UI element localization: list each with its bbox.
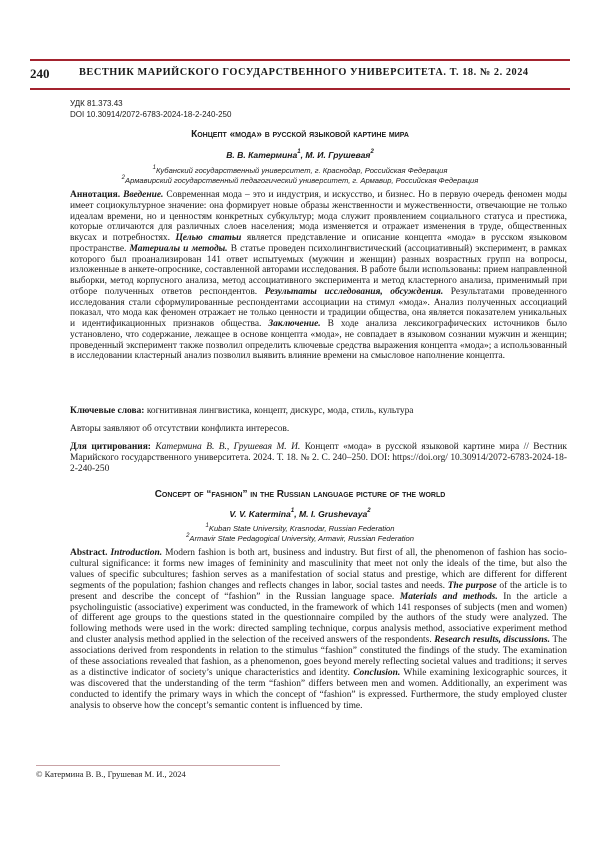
en-author-2: M. I. Grushevaya — [299, 509, 367, 519]
ru-abstract — [70, 190, 567, 362]
ru-title: Концепт «мода» в русской языковой картине мира — [30, 129, 570, 140]
en-affiliation-2: Armavir State Pedagogical University, Armavir, Russian Federation — [189, 534, 414, 543]
keywords-label: Ключевые слова: — [70, 406, 144, 416]
ru-affiliation-1: Кубанский государственный университет, г. Краснодар, Российская Федерация — [156, 166, 447, 175]
intro-heading: Введение. — [123, 190, 163, 200]
citation-label: Для цитирования: — [70, 442, 151, 452]
purpose-heading: Целью статьи — [175, 233, 241, 243]
abstract-label: Abstract. — [70, 548, 107, 558]
footnote-rule — [36, 765, 280, 766]
ru-affiliation-2: Армавирский государственный педагогический университет, г. Армавир, Российская Федерация — [125, 176, 478, 185]
ru-author-2: М. И. Грушевая — [305, 150, 370, 160]
methods-heading: Materials and methods. — [400, 592, 498, 602]
methods-text: В статье проведен психолингвистический (ассоциативный) эксперимент, в рамках которого был проанализирован 141 ответ испытуемых (мужчин и женщин) разных возрастных групп на вопросы, изложенные в анкете-опроснике, составленной авторами исследования. В работе были использованы: прием направленной выборки, метод корпусного анализа, метод ассоциативного эксперимента и метод кластерного анализа, применимый при отборе полученных ответов респондентов. — [70, 244, 567, 297]
journal-title: ВЕСТНИК МАРИЙСКОГО ГОСУДАРСТВЕННОГО УНИВЕРСИТЕТА. Т. 18. № 2. 2024 — [79, 67, 529, 78]
purpose-text: является представление и описание концепта «мода» в русском языковом пространстве. — [70, 233, 567, 254]
separator: , — [294, 509, 299, 519]
en-authors — [30, 509, 570, 519]
results-text: Результатами проведенного исследования стали сформулированные респондентами ассоциации на стимул «мода». Анализ полученных ассоциаций показал, что мода как феномен отражает не только ценности и традиции общества, она является показателем уникальных и идентификационных признаков общества. — [70, 287, 567, 329]
udc: УДК 81.373.43 — [70, 98, 123, 109]
results-heading: Результаты исследования, обсуждения. — [265, 287, 444, 297]
affil-mark: 1 — [297, 149, 300, 155]
results-heading: Research results, discussions. — [434, 635, 550, 645]
ru-authors — [30, 150, 570, 160]
affil-mark: 1 — [291, 508, 294, 514]
purpose-text: of the article is to present and describe the concept of “fashion” in the Russian language space. — [70, 581, 567, 602]
conclusion-heading: Conclusion. — [353, 668, 400, 678]
affil-mark: 2 — [122, 175, 125, 181]
affil-mark: 2 — [186, 533, 189, 539]
header-top-rule — [30, 59, 570, 61]
methods-text: In the article a psycholinguistic (associative) experiment was conducted, in the framework of which 141 responses of subjects (men and women) of different age groups to the questions stated in the questionnaire compiled by the authors of the study were analyzed. The following methods were used in the work: directed sampling technique, corpus analysis method, associative experiment method and cluster analysis method applied in the selection of the received answers of the respondents. — [70, 592, 567, 646]
separator: , — [301, 150, 306, 160]
citation — [70, 442, 567, 474]
doi: DOI 10.30914/2072-6783-2024-18-2-240-250 — [70, 109, 231, 120]
en-title: Concept of “fashion” in the Russian language picture of the world — [30, 489, 570, 500]
en-affiliation-1: Kuban State University, Krasnodar, Russian Federation — [209, 524, 395, 533]
citation-text: Концепт «мода» в русской языковой картине мира // Вестник Марийского государственного университета. 2024. Т. 18. № 2. С. 240–250. DOI: https://doi.org/ 10.30914/2072-6783-2024-18-2-240-250 — [70, 442, 567, 474]
intro-text: Modern fashion is both art, business and industry. But first of all, the phenomenon of fashion has socio-cultural significance: it forms new images of femininity and masculinity that meet not only the ideals of the time, but also the values of specific subcultures; fashion serves as a manifestation of social status and prestige, which are different for different segments of the population; fashion changes and reflects changes in labor, social tastes and needs. — [70, 548, 567, 591]
abstract-label: Аннотация. — [70, 190, 120, 200]
affil-mark: 2 — [367, 508, 370, 514]
page-number: 240 — [30, 66, 50, 82]
affil-mark: 1 — [153, 165, 156, 171]
conflict-statement: Авторы заявляют об отсутствии конфликта интересов. — [70, 424, 567, 435]
citation-authors: Катермина В. В., Грушевая М. И. — [151, 442, 300, 452]
header-bottom-rule — [30, 88, 570, 90]
ru-affiliations — [30, 166, 570, 185]
en-abstract — [70, 548, 567, 712]
results-text: The associations derived from respondents in relation to the stimulus “fashion” constituted the findings of the study. The examination of these associations revealed that fashion, as a phenomenon, goes beyond merely reflecting societal values and traditions; it serves as a distinctive indicator of society’s unique characteristics and identity. — [70, 635, 567, 678]
copyright: © Катермина В. В., Грушевая М. И., 2024 — [36, 769, 186, 779]
affil-mark: 2 — [370, 149, 373, 155]
conclusion-text: В ходе анализа лексикографических источников было установлено, что содержание, лежащее в основе концепта «мода», не совпадает в языковом сознании мужчин и женщин; проведенный эксперимент также позволил определить ключевые средства выражения концепта «мода»; а использованный в исследовании кластерный анализ позволил выявить влияние времени на смысловое наполнение концепта. — [70, 319, 567, 361]
methods-heading: Материалы и методы. — [130, 244, 228, 254]
en-affiliations — [30, 524, 570, 543]
keywords-text: когнитивная лингвистика, концепт, дискурс, мода, стиль, культура — [144, 406, 413, 416]
conclusion-heading: Заключение. — [268, 319, 320, 329]
intro-text: Современная мода – это и индустрия, и искусство, и бизнес. Но в первую очередь феномен моды имеет социокультурное значение: она формирует новые образы женственности и мужественности, отвечающие не только идеалам времени, но и ценностям конкретных субкультур; мода служит проявлением социального статуса и престижа, которые отличаются для различных слоев населения; мода изменяется и отражает изменения в труде, общественных вкусах и потребностях. — [70, 190, 567, 243]
intro-heading: Introduction. — [110, 548, 162, 558]
conclusion-text: While examining lexicographic sources, it was discovered that the understanding of the term “fashion” differs between men and women. Additionally, an experiment was conducted to identify the primary ways in which the concept of “fashion” is expressed. Furthermore, the study employed cluster analysis to observe how the concept’s semantic content is influenced by time. — [70, 668, 567, 711]
keywords — [70, 406, 567, 417]
affil-mark: 1 — [206, 523, 209, 529]
ru-author-1: В. В. Катермина — [226, 150, 297, 160]
purpose-heading: The purpose — [448, 581, 497, 591]
en-author-1: V. V. Katermina — [229, 509, 290, 519]
